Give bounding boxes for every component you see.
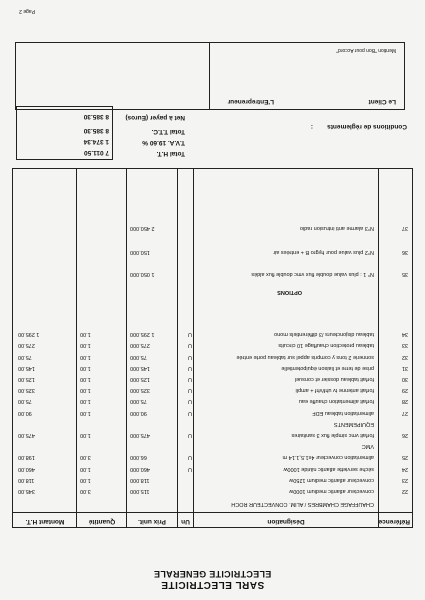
option-ref: 35 — [401, 271, 408, 277]
option-ref: 36 — [401, 249, 408, 255]
row-price: 75.000 — [130, 398, 147, 405]
row-ref: 30 — [401, 376, 408, 382]
row-designation: convecteur atlantic medium 1250w — [289, 476, 374, 483]
row-unit: U — [188, 342, 192, 349]
option-price: 2 450.000 — [130, 225, 155, 231]
col-divider — [378, 169, 379, 527]
row-amount: 345.00 — [18, 488, 35, 494]
row-designation: EQUIPEMENTS — [333, 420, 374, 427]
row-unit: U — [188, 376, 192, 382]
row-ref: 24 — [401, 465, 408, 472]
row-amount: 90.00 — [18, 409, 32, 416]
total-tva-label: T.V.A. 19.60 % — [142, 139, 185, 146]
col-divider — [177, 169, 178, 527]
row-price: 325.000 — [130, 387, 150, 394]
option-designation: N°3 alarme anti intrusion radio — [299, 225, 374, 231]
header-unit: Un — [181, 518, 190, 525]
row-ref: 31 — [401, 364, 408, 371]
row-ref: 25 — [401, 454, 408, 461]
header-ref: Référence — [378, 518, 410, 525]
option-designation: N° 1 : plus value double flux vmc double flux aldès — [251, 271, 374, 277]
row-amount: 198.00 — [18, 454, 35, 461]
row-amount: 275.00 — [18, 342, 35, 349]
row-price: 115.000 — [130, 488, 150, 494]
row-amount: 475.00 — [18, 432, 35, 438]
row-designation: sonnerie 2 tons y compris appel sur tableau porte entrée — [236, 353, 374, 360]
row-amount: 118.00 — [18, 476, 35, 483]
row-unit: U — [188, 409, 192, 416]
row-qty: 1.00 — [80, 465, 91, 472]
header-qty: Quantité — [88, 518, 116, 525]
row-price: 118.000 — [130, 476, 150, 483]
row-designation: prise de terre et liaison équipotentielle — [281, 364, 374, 371]
row-qty: 3.00 — [80, 454, 91, 461]
row-designation: alimentation convecteur 4x1.5,1.14 m — [282, 454, 374, 461]
row-amount: 1 295.00 — [18, 331, 40, 338]
row-qty: 1.00 — [80, 398, 91, 405]
total-ttc-value: 8 385.30 — [83, 127, 109, 134]
items-table — [12, 168, 413, 528]
row-ref: 34 — [401, 331, 408, 338]
company-name: SARL ELECTRICITE — [160, 579, 265, 590]
row-amount: 460.00 — [18, 465, 35, 472]
row-ref: 32 — [401, 353, 408, 360]
row-ref: 22 — [401, 488, 408, 494]
row-amount: 325.00 — [18, 387, 35, 394]
row-designation: VMC — [361, 443, 374, 450]
row-unit: U — [188, 432, 192, 438]
row-qty: 1.00 — [80, 353, 91, 360]
row-price: 125.000 — [130, 376, 150, 382]
option-ref: 37 — [401, 225, 408, 231]
row-amount: 145.00 — [18, 364, 35, 371]
row-unit: U — [188, 465, 192, 472]
section-title: CHAUFFAGE CHAMBRES / ALIM. CONVECTEUR ROCH — [231, 501, 374, 507]
row-qty: 1.00 — [80, 342, 91, 349]
header-price: Prix unit. — [138, 518, 166, 525]
header-amount: Montant H.T. — [25, 518, 65, 525]
col-divider — [76, 169, 77, 527]
header-designation: Désignation — [267, 518, 305, 525]
row-qty: 1.00 — [80, 387, 91, 394]
total-tva-value: 1 374.34 — [83, 138, 109, 145]
row-designation: alimentation tableau EDF — [312, 409, 374, 416]
net-pay-value: 8 385.30 — [83, 113, 109, 120]
conditions-label: Conditions de règlements — [327, 123, 407, 130]
row-price: 475.000 — [130, 432, 150, 438]
table-header — [13, 512, 412, 527]
row-qty: 1.00 — [80, 409, 91, 416]
row-designation: forfait tableau dossier et consuel — [294, 376, 374, 382]
row-price: 75.000 — [130, 353, 147, 360]
row-unit: U — [188, 353, 192, 360]
row-amount: 75.00 — [18, 398, 32, 405]
option-price: 1 050.000 — [130, 271, 155, 277]
row-unit: U — [188, 398, 192, 405]
row-unit: U — [188, 387, 192, 394]
options-title: OPTIONS — [277, 289, 302, 295]
row-designation: forfait vmc simple flux 3 sanitaires — [291, 432, 374, 438]
total-ht-value: 7 011.50 — [84, 149, 109, 156]
row-designation: tableau disjoncteurs /3 différentiels mono — [274, 331, 374, 338]
option-designation: N°2 plus value pour hygro B + entrées air — [273, 249, 374, 255]
row-price: 275.000 — [130, 342, 150, 349]
row-amount: 75.00 — [18, 353, 32, 360]
row-qty: 1.00 — [80, 432, 91, 438]
conditions-colon: : — [310, 123, 313, 130]
row-unit: U — [188, 364, 192, 371]
row-price: 145.000 — [130, 364, 150, 371]
page-number: Page 2 — [19, 8, 35, 14]
row-ref: 33 — [401, 342, 408, 349]
signature-divider — [209, 43, 210, 109]
total-ttc-label: Total T.T.C. — [151, 128, 185, 135]
row-qty: 3.00 — [80, 488, 91, 494]
row-unit: U — [188, 454, 192, 461]
row-designation: sèche serviette atlantic nâride 1000w — [283, 465, 374, 472]
row-ref: 29 — [401, 387, 408, 394]
row-ref: 28 — [401, 398, 408, 405]
row-qty: 1.00 — [80, 364, 91, 371]
row-qty: 1.00 — [80, 476, 91, 483]
company-header — [0, 569, 425, 590]
row-qty: 1.00 — [80, 331, 91, 338]
row-unit: U — [188, 331, 192, 338]
signature-box — [15, 42, 405, 110]
row-designation: convecteur atlantic medium 1000w — [289, 488, 374, 494]
row-designation: forfait antenne tv uhf/vhf + ampli — [295, 387, 374, 394]
col-divider — [126, 169, 127, 527]
client-label: Le Client — [368, 98, 396, 105]
net-pay-label: Net à payer (Euros) — [125, 114, 185, 121]
mention-text: Mention "Bon pour Accord" — [336, 47, 396, 53]
row-ref: 27 — [401, 409, 408, 416]
row-designation: tableau protection chauffage 10 circuits — [278, 342, 374, 349]
row-qty: 1.00 — [80, 376, 91, 382]
row-price: 66.000 — [130, 454, 147, 461]
option-price: 150.000 — [130, 249, 150, 255]
totals-box — [16, 106, 113, 160]
row-designation: forfait alimentation chauffe eau — [298, 398, 374, 405]
row-price: 1 295.000 — [130, 331, 155, 338]
row-price: 90.000 — [130, 409, 147, 416]
contractor-label: L'Entrepreneur — [227, 98, 274, 105]
row-amount: 125.00 — [18, 376, 35, 382]
row-ref: 23 — [401, 476, 408, 483]
row-ref: 26 — [401, 432, 408, 438]
row-price: 460.000 — [130, 465, 150, 472]
total-ht-label: Total H.T. — [156, 150, 185, 157]
company-subtitle: ELECTRICITE GENERALE — [153, 569, 272, 579]
